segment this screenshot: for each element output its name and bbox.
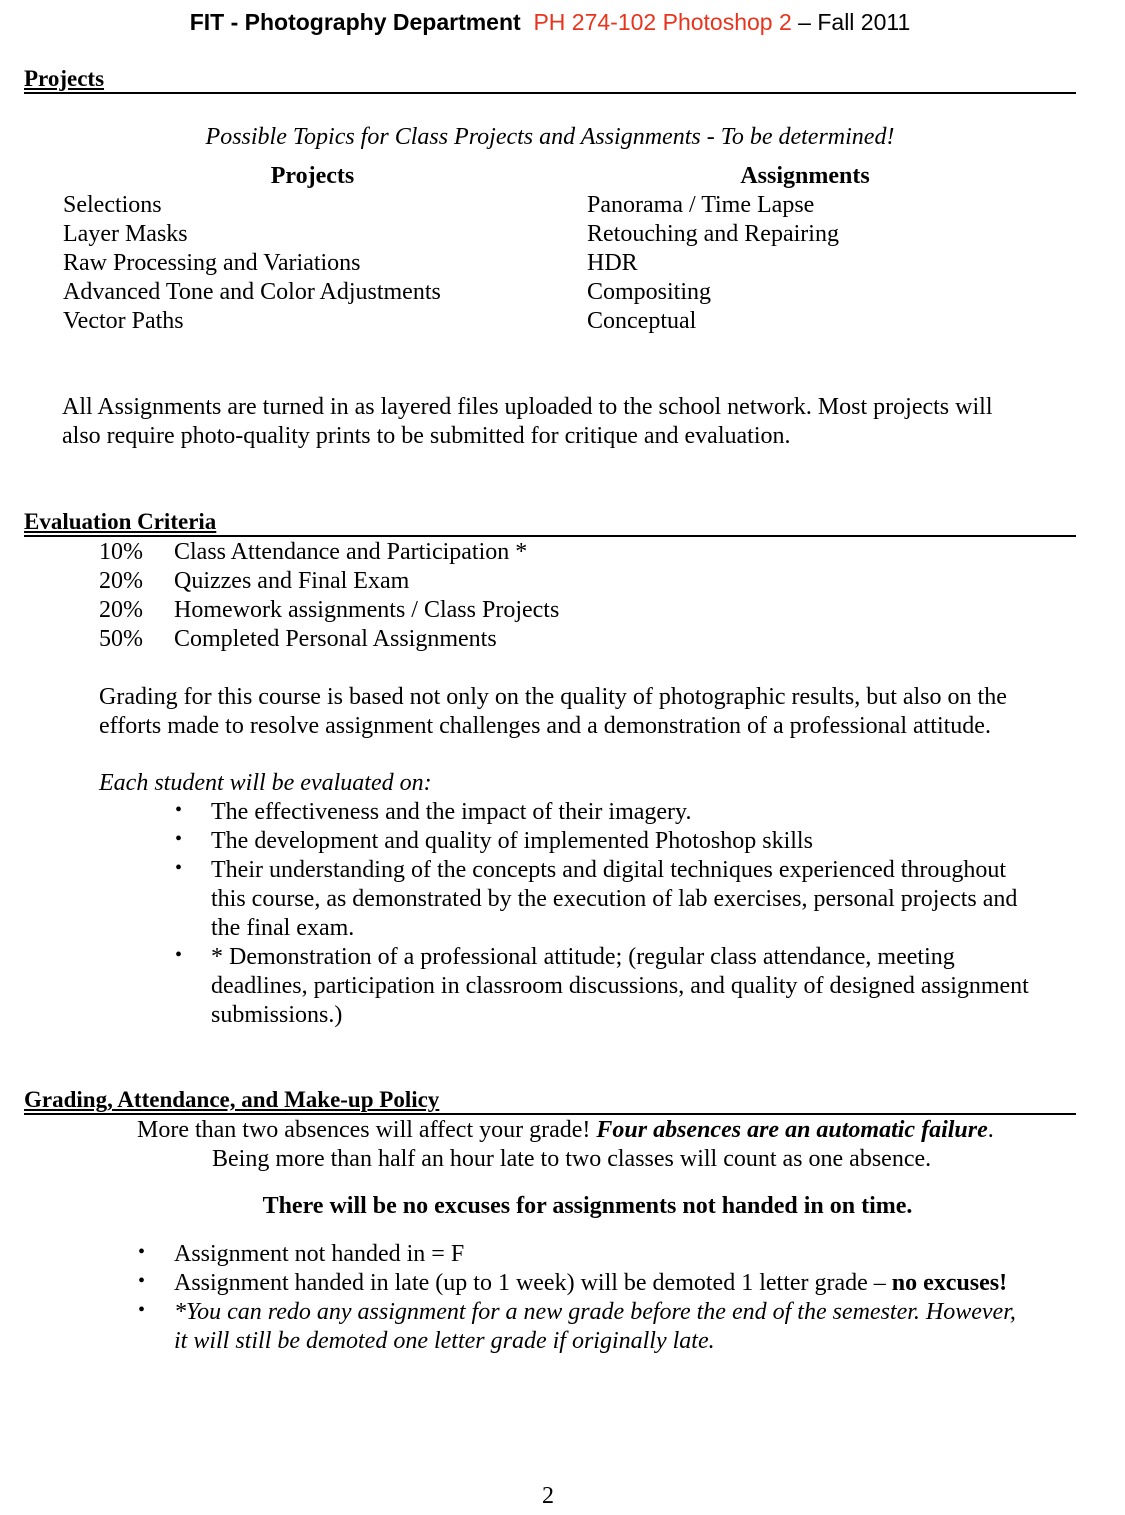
evaluation-bullet-text: deadlines, participation in classroom discussions, and quality of designed assignment bbox=[211, 973, 1029, 999]
project-item: Layer Masks bbox=[63, 221, 188, 247]
no-excuses-emphasis: no excuses! bbox=[891, 1270, 1008, 1296]
grading-description-line: Grading for this course is based not only on the quality of photographic results, but also on the bbox=[99, 684, 1007, 710]
evaluated-on-label: Each student will be evaluated on: bbox=[99, 770, 432, 796]
policy-heading: Grading, Attendance, and Make-up Policy bbox=[24, 1087, 1076, 1115]
absence-policy: More than two absences will affect your grade! Four absences are an automatic failure. bbox=[137, 1117, 994, 1143]
criteria-percent: 20% bbox=[99, 568, 143, 594]
projects-subtitle: Possible Topics for Class Projects and Assignments - To be determined! bbox=[205, 124, 895, 150]
department-name: FIT - Photography Department bbox=[189, 9, 521, 35]
evaluation-bullet-text: * Demonstration of a professional attitude; (regular class attendance, meeting bbox=[211, 944, 955, 970]
bullet-icon: • bbox=[175, 828, 183, 850]
evaluation-bullet-text: submissions.) bbox=[211, 1002, 343, 1028]
no-excuses-statement: There will be no excuses for assignments not handed in on time. bbox=[262, 1193, 913, 1219]
project-item: Raw Processing and Variations bbox=[63, 250, 361, 276]
assignment-item: Conceptual bbox=[587, 308, 697, 334]
evaluation-bullet-text: this course, as demonstrated by the execution of lab exercises, personal projects and bbox=[211, 886, 1018, 912]
project-item: Vector Paths bbox=[63, 308, 184, 334]
policy-bullet-text: Assignment handed in late (up to 1 week) will be demoted 1 letter grade – no excuses! bbox=[174, 1270, 1008, 1296]
evaluation-bullet-text: The development and quality of implemented Photoshop skills bbox=[211, 828, 813, 854]
evaluation-bullet-text: Their understanding of the concepts and digital techniques experienced throughout bbox=[211, 857, 1007, 883]
policy-bullet-text: it will still be demoted one letter grade if originally late. bbox=[174, 1328, 715, 1354]
projects-heading: Projects bbox=[24, 66, 1076, 94]
page-number: 2 bbox=[542, 1483, 554, 1509]
assignments-column-header: Assignments bbox=[740, 163, 870, 189]
criteria-label: Completed Personal Assignments bbox=[174, 626, 497, 652]
policy-bullet-text: Assignment not handed in = F bbox=[174, 1241, 465, 1267]
criteria-percent: 50% bbox=[99, 626, 143, 652]
bullet-icon: • bbox=[138, 1270, 146, 1292]
project-item: Advanced Tone and Color Adjustments bbox=[63, 279, 441, 305]
evaluation-bullet-text: The effectiveness and the impact of their imagery. bbox=[211, 799, 692, 825]
submission-note-line: also require photo-quality prints to be submitted for critique and evaluation. bbox=[62, 423, 791, 449]
assignment-item: Retouching and Repairing bbox=[587, 221, 839, 247]
automatic-failure-emphasis: Four absences are an automatic failure bbox=[596, 1117, 988, 1143]
grading-description-line: efforts made to resolve assignment challenges and a demonstration of a professional attitude. bbox=[99, 713, 991, 739]
submission-note-line: All Assignments are turned in as layered files uploaded to the school network. Most projects will bbox=[62, 394, 993, 420]
project-item: Selections bbox=[63, 192, 162, 218]
course-title: PH 274-102 Photoshop 2 bbox=[533, 9, 792, 35]
criteria-percent: 10% bbox=[99, 539, 143, 565]
criteria-label: Class Attendance and Participation * bbox=[174, 539, 528, 565]
bullet-icon: • bbox=[175, 799, 183, 821]
criteria-percent: 20% bbox=[99, 597, 143, 623]
lateness-policy: Being more than half an hour late to two classes will count as one absence. bbox=[212, 1146, 932, 1172]
bullet-icon: • bbox=[138, 1299, 146, 1321]
projects-column-header: Projects bbox=[270, 163, 355, 189]
term: – Fall 2011 bbox=[791, 9, 911, 35]
assignment-item: Panorama / Time Lapse bbox=[587, 192, 815, 218]
document-header bbox=[0, 6, 1100, 38]
evaluation-heading: Evaluation Criteria bbox=[24, 509, 1076, 537]
assignment-item: Compositing bbox=[587, 279, 712, 305]
bullet-icon: • bbox=[175, 944, 183, 966]
policy-bullet-text: *You can redo any assignment for a new grade before the end of the semester. However, bbox=[174, 1299, 1016, 1325]
bullet-icon: • bbox=[175, 857, 183, 879]
criteria-label: Quizzes and Final Exam bbox=[174, 568, 410, 594]
evaluation-bullet-text: the final exam. bbox=[211, 915, 355, 941]
bullet-icon: • bbox=[138, 1241, 146, 1263]
assignment-item: HDR bbox=[587, 250, 638, 276]
criteria-label: Homework assignments / Class Projects bbox=[174, 597, 560, 623]
